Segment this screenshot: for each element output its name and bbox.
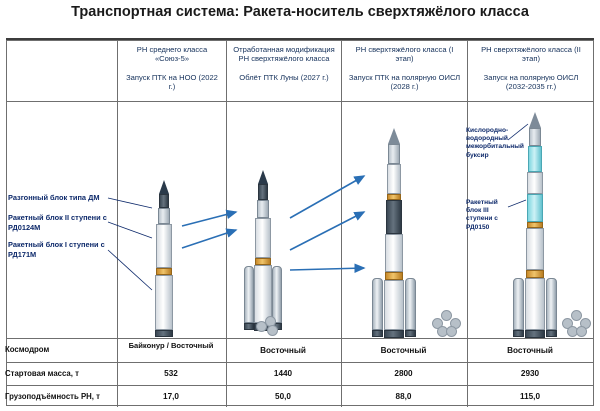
- row-label-cosmodrome: Космодром: [5, 345, 50, 354]
- row-divider-cosmodrome: [7, 338, 593, 339]
- payload-fairing-body: [258, 184, 268, 200]
- cluster-icon-col4: [562, 310, 594, 336]
- row-label-start-mass: Стартовая масса, т: [5, 369, 79, 378]
- cluster-dot: [446, 326, 457, 337]
- side-booster-right-skirt: [546, 330, 557, 337]
- payload-fairing-nose: [159, 180, 169, 194]
- stage2-dark-body: [386, 200, 402, 234]
- column-header-2-title: Отработанная модификация РН сверхтяжёлого класса: [233, 45, 335, 64]
- column-header-1-sub: Запуск ПТК на НОО (2022 г.): [126, 72, 218, 92]
- payload-fairing-nose: [529, 112, 541, 128]
- stage1-body: [384, 280, 404, 330]
- column-header-4-title: РН сверхтяжёлого класса (II этап): [481, 45, 581, 64]
- column-header-1: [118, 42, 226, 92]
- central-stage2-body: [255, 218, 271, 258]
- annotation-upper-stage-dm: Разгонный блок типа ДМ: [8, 193, 100, 202]
- page-title: Транспортная система: Ракета-носитель сверхтяжёлого класса: [71, 4, 529, 20]
- column-header-4: [468, 42, 594, 92]
- column-divider-1: [117, 41, 118, 407]
- row-label-payload: Грузоподъёмность РН, т: [5, 392, 100, 401]
- side-booster-left: [513, 278, 524, 330]
- side-booster-right: [546, 278, 557, 330]
- column-header-1-title: РН среднего класса «Союз-5»: [136, 45, 208, 64]
- stage1-interstage: [526, 270, 544, 278]
- stage2-body: [385, 234, 403, 272]
- side-booster-left: [244, 266, 254, 323]
- start-mass-col4: 2930: [520, 369, 540, 378]
- cosmodrome-col3: Восточный: [380, 346, 427, 355]
- payload-fairing-body: [529, 128, 541, 146]
- cluster-dot: [576, 326, 587, 337]
- stage1-engine-skirt: [155, 330, 173, 337]
- side-booster-right: [405, 278, 416, 330]
- hydrogen-tug-body: [528, 146, 542, 172]
- cluster-icon-col3: [432, 310, 464, 336]
- annotation-hydrogen-tug: Кислородно-водородный межорбитальный буксир: [466, 127, 524, 159]
- header-divider: [7, 101, 593, 102]
- column-header-3-title: РН сверхтяжёлого класса (I этап): [355, 45, 454, 64]
- cluster-icon-col2: [256, 316, 286, 334]
- payload-fairing-nose: [258, 170, 268, 184]
- start-mass-col2: 1440: [273, 369, 293, 378]
- cluster-dot: [267, 325, 278, 336]
- start-mass-col3: 2800: [394, 369, 413, 378]
- payload-col2: 50,0: [275, 392, 291, 401]
- payload-fairing-body: [388, 144, 400, 164]
- side-booster-left: [372, 278, 383, 330]
- upper-stage-body: [387, 164, 401, 194]
- column-header-4-sub: Запуск на полярную ОИСЛ (2032-2035 гг.): [483, 72, 579, 92]
- stage1-body: [155, 275, 173, 330]
- row-divider-payload: [7, 385, 593, 386]
- payload-fairing-nose: [388, 128, 400, 144]
- rocket-superheavy-testbed: [240, 170, 286, 338]
- cosmodrome-col4: Восточный: [507, 346, 553, 355]
- stage3-upper-body: [527, 172, 543, 194]
- column-header-3: [342, 42, 467, 92]
- upper-stage-dm: [158, 208, 170, 224]
- rocket-soyuz5: [150, 180, 178, 338]
- annotation-stage1-block: Ракетный блок I ступени с РД171М: [8, 240, 105, 259]
- cosmodrome-col2: Восточный: [260, 346, 306, 355]
- central-interstage: [255, 258, 271, 265]
- payload-col3: 88,0: [395, 392, 412, 401]
- side-booster-left-skirt: [244, 323, 254, 330]
- start-mass-col1: 532: [164, 369, 178, 378]
- column-header-2: [227, 42, 341, 82]
- side-booster-right-skirt: [405, 330, 416, 337]
- stage1-engine-skirt: [384, 330, 404, 338]
- central-stage1-body: [254, 265, 272, 323]
- stage1-body: [525, 278, 545, 330]
- side-booster-left-skirt: [513, 330, 524, 337]
- side-booster-right: [272, 266, 282, 323]
- stage1-engine-skirt: [525, 330, 545, 338]
- stage3-body: [527, 194, 543, 222]
- payload-fairing-body: [159, 194, 169, 208]
- rocket-superheavy-stage1: [368, 128, 420, 338]
- upper-stage-dm: [257, 200, 269, 218]
- column-header-2-sub: Облёт ПТК Луны (2027 г.): [239, 72, 329, 82]
- stage2-body: [156, 224, 172, 268]
- annotation-stage3-block: Ракетный блок III ступени с РД0150: [466, 199, 498, 231]
- annotation-stage2-block: Ракетный блок II ступени с РД0124М: [8, 213, 107, 232]
- stage1-interstage: [385, 272, 403, 280]
- cosmodrome-col1: Байконур / Восточный: [128, 341, 214, 350]
- payload-col1: 17,0: [163, 392, 179, 401]
- row-divider-mass: [7, 362, 593, 363]
- column-header-3-sub: Запуск ПТК на полярную ОИСЛ (2028 г.): [348, 72, 461, 92]
- stage2-body: [526, 228, 544, 270]
- payload-col4: 115,0: [519, 392, 541, 401]
- side-booster-left-skirt: [372, 330, 383, 337]
- stage2-interstage: [156, 268, 172, 275]
